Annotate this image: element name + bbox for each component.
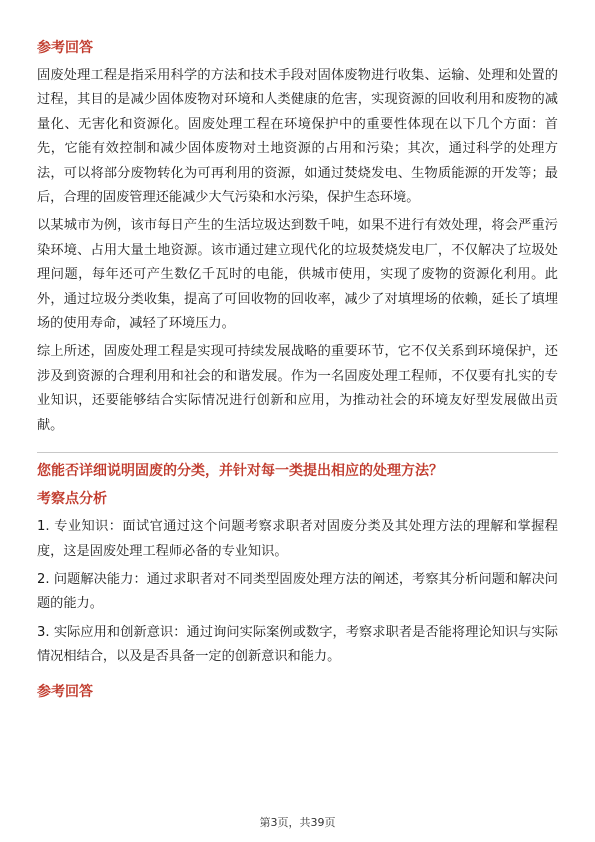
section-divider [37,452,558,453]
analysis-point-1: 1. 专业知识：面试官通过这个问题考察求职者对固废分类及其处理方法的理解和掌握程度，这是固废处理工程师必备的专业知识。 [37,519,558,559]
analysis-point-2: 2. 问题解决能力：通过求职者对不同类型固废处理方法的阐述，考察其分析问题和解决问题的能力。 [37,571,558,612]
document-page [37,38,558,702]
answer-paragraph-1: 固废处理工程是指采用科学的方法和技术手段对固体废物进行收集、运输、处理和处置的过程，其目的是减少固体废物对环境和人类健康的危害，实现资源的回收利用和废物的减量化、无害化和资源化。固废处理工程在环境保护中的重要性体现在以下几个方面：首先，它能有效控制和减少固体废物对土地资源的占用和污染；其次，通过科学的处理方法，可以将部分废物转化为可再利用的资源，如通过焚烧发电、生物质能源的开发等；最后，合理的固废管理还能减少大气污染和水污染，保护生态环境。 [37,68,558,206]
page-number-footer: 第3页，共39页 [259,816,336,829]
analysis-heading: 考察点分析 [37,491,107,508]
answer-paragraph-3: 综上所述，固废处理工程是实现可持续发展战略的重要环节，它不仅关系到环境保护，还涉及到资源的合理利用和社会的和谐发展。作为一名固废处理工程师，不仅要有扎实的专业知识，还要能够结合实际情况进行创新和应用，为推动社会的环境友好型发展做出贡献。 [37,344,558,433]
reference-answer-heading: 参考回答 [37,40,93,56]
analysis-point-3: 3. 实际应用和创新意识：通过询问实际案例或数字，考察求职者是否能将理论知识与实际情况相结合，以及是否具备一定的创新意识和能力。 [37,624,558,665]
reference-answer-heading-2: 参考回答 [37,683,93,700]
answer-paragraph-2: 以某城市为例，该市每日产生的生活垃圾达到数千吨，如果不进行有效处理，将会严重污染环境、占用大量土地资源。该市通过建立现代化的垃圾焚烧发电厂，不仅解决了垃圾处理问题，每年还可产生数亿千瓦时的电能，供城市使用，实现了废物的资源化利用。此外，通过垃圾分类收集，提高了可回收物的回收率，减少了对填埋场的依赖，延长了填埋场的使用寿命，减轻了环境压力。 [37,218,558,332]
question-title: 您能否详细说明固废的分类，并针对每一类提出相应的处理方法？ [37,463,443,480]
